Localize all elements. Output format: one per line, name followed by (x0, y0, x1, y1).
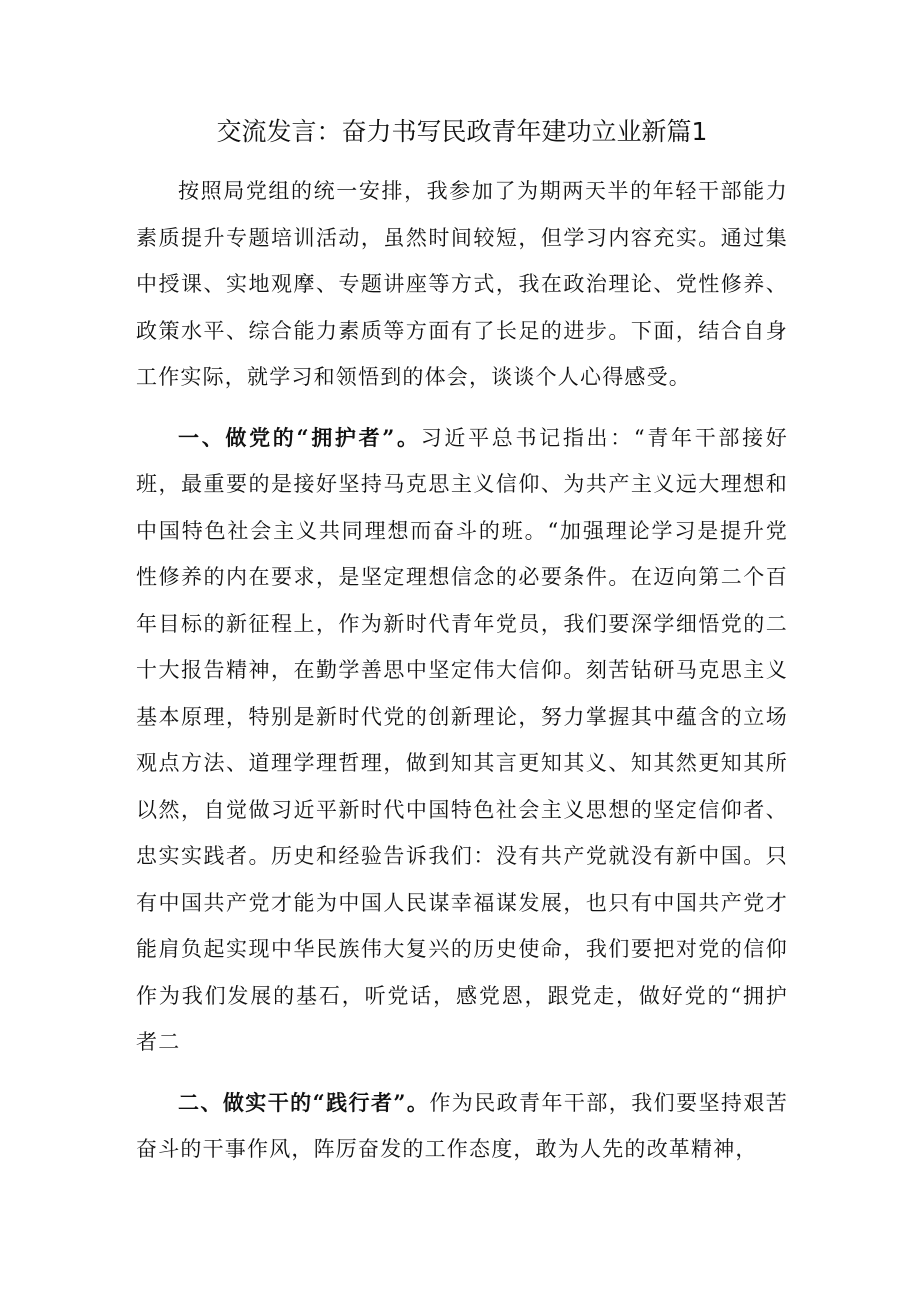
section-2-heading: 二、做实干的“践行者”。 (178, 1089, 430, 1115)
section-2-paragraph (136, 1080, 788, 1173)
section-1-paragraph (136, 415, 788, 1066)
intro-paragraph: 按照局党组的统一安排，我参加了为期两天半的年轻干部能力素质提升专题培训活动，虽然时间较短，但学习内容充实。通过集中授课、实地观摩、专题讲座等方式，我在政治理论、党性修养、政策水平、综合能力素质等方面有了长足的进步。下面，结合自身工作实际，就学习和领悟到的体会，谈谈个人心得感受。 (136, 179, 788, 389)
section-1-body: 习近平总书记指出：“青年干部接好班，最重要的是接好坚持马克思主义信仰、为共产主义远大理想和中国特色社会主义共同理想而奋斗的班。“加强理论学习是提升党性修养的内在要求，是坚定理想信念的必要条件。在迈向第二个百年目标的新征程上，作为新时代青年党员，我们要深学细悟党的二十大报告精神，在勤学善思中坚定伟大信仰。刻苦钻研马克思主义基本原理，特别是新时代党的创新理论，努力掌握其中蕴含的立场观点方法、道理学理哲理，做到知其言更知其义、知其然更知其所以然，自觉做习近平新时代中国特色社会主义思想的坚定信仰者、忠实实践者。历史和经验告诉我们：没有共产党就没有新中国。只有中国共产党才能为中国人民谋幸福谋发展，也只有中国共产党才能肩负起实现中华民族伟大复兴的历史使命，我们要把对党的信仰作为我们发展的基石，听党话，感党恩，跟党走，做好党的“拥护者二 (136, 425, 788, 1054)
document-title: 交流发言：奋力书写民政青年建功立业新篇1 (216, 117, 708, 146)
section-1-heading: 一、做党的“拥护者”。 (178, 424, 421, 450)
section-2-body: 作为民政青年干部，我们要坚持艰苦奋斗的干事作风，阵厉奋发的工作态度，敢为人先的改革精神， (136, 1090, 788, 1161)
